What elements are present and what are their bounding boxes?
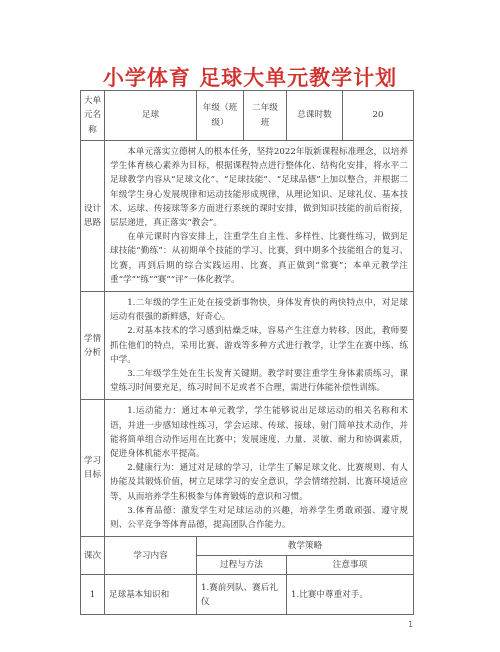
process-method-cell: 1.赛前列队、赛后礼仪: [197, 575, 287, 615]
notes-cell: 1.比赛中尊重对手。: [287, 575, 414, 615]
document-title: 小学体育 足球大单元教学计划: [102, 66, 398, 90]
student-analysis-row: [81, 292, 414, 400]
learning-content-header: 学习内容: [105, 537, 197, 575]
unit-name-value: 足球: [105, 91, 197, 141]
student-analysis-paragraph: 1.二年级的学生正处在接受新事物快，身体发育快的两快特点中，对足球运动有很强的新鲜感，好奇心。: [110, 298, 408, 323]
student-analysis-paragraph: 3.二年级学生处在生长发育关键期。教学时要注重学生身体素质练习，课堂练习时间要充足，练习时间不足或者不合理，需进行体能补偿性训练。: [110, 369, 408, 394]
grade-label: 年级（班级）: [197, 91, 244, 141]
teaching-strategy-header: 教学策略: [197, 537, 414, 556]
learning-goals-label: 学习目标: [81, 400, 105, 537]
learning-content-cell: 足球基本知识和: [105, 575, 197, 615]
total-hours-value: 20: [343, 91, 414, 141]
lesson-number-header: 课次: [81, 537, 105, 575]
page-number: 1: [408, 620, 414, 629]
table-row: [81, 575, 414, 615]
grade-value: 二年级 班: [244, 91, 287, 141]
learning-goals-paragraph: 3.体育品德：激发学生对足球运动的兴趣，培养学生勇敢顽强、遵守规则、公平竞争等体育品德，提高团队合作能力。: [110, 505, 408, 531]
learning-goals-row: [81, 400, 414, 537]
header-row: [81, 91, 414, 141]
notes-header: 注意事项: [287, 556, 414, 575]
learning-goals-paragraph: 2.健康行为：通过对足球的学习，让学生了解足球文化、比赛规则、有人协能及其锻炼价值，树立足球学习的安全意识，学会情绪控制、比赛环境适应等，从而培养学生积极参与体育锻炼的意识和习惯。: [110, 463, 408, 502]
design-ideas-paragraph: 在单元课时内容安排上，注重学生自主性、多样性、比赛性练习，做到足球技能“勤练”：从初期单个技能的学习、比赛，到中期多个技能组合的复习、比赛，再到后期的综合实践运用、比赛，真正做到“常赛”；本单元教学注重“学”“练”“赛”“评”一体化教学。: [110, 232, 408, 285]
student-analysis-label: 学情分析: [81, 292, 105, 400]
process-method-header: 过程与方法: [197, 556, 287, 575]
design-ideas-label: 设计思路: [81, 141, 105, 292]
student-analysis-paragraph: 2.对基本技术的学习感到枯燥乏味，容易产生注意力转移，因此，教师要抓住他们的特点，采用比赛、游戏等多种方式进行教学，让学生在赛中练、练中学。: [110, 326, 408, 365]
total-hours-label: 总课时数: [287, 91, 343, 141]
design-ideas-row: [81, 141, 414, 292]
design-ideas-paragraph: 本单元落实立德树人的根本任务，坚持2022年版新课程标准理念，以培养学生体育核心素养为目标，根据课程特点进行整体化、结构化安排，将水平二足球教学内容从“足球文化”、“足球技能”、“足球品德”上加以整合，并根据二年级学生身心发展规律和运动技能形成规律，从理论知识、足球礼仪、基本技术、运球、传接球等多方面进行系统的课时安排，做到知识技能的前后衔接，层层递进，真正落实“教会”。: [110, 147, 408, 229]
lesson-number-cell: 1: [81, 575, 105, 615]
lesson-header-row: [81, 537, 414, 556]
learning-goals-paragraph: 1.运动能力：通过本单元教学，学生能够说出足球运动的相关名称和术语，并进一步感知球性练习，学会运球、传球、接球、射门简单技术动作，并能将简单组合动作运用在比赛中；发展速度、力量、灵敏、耐力和协调素质，促进身体机能水平提高。: [110, 406, 408, 460]
unit-plan-table: [80, 90, 414, 615]
unit-name-label: 大单元名称: [81, 91, 105, 141]
